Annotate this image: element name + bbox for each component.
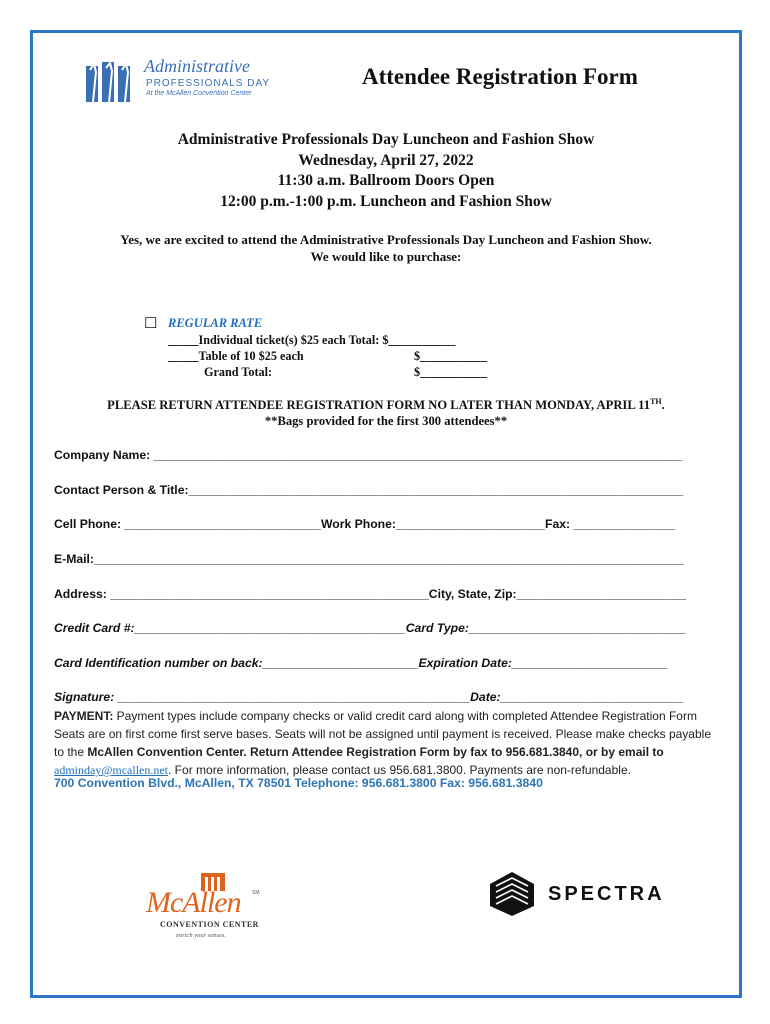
mcallen-wordmark: McAllen — [146, 886, 241, 919]
regular-rate-checkbox[interactable]: ☐ — [144, 316, 158, 332]
payment-label: PAYMENT: — [54, 709, 114, 723]
table-total[interactable]: $___________ — [414, 349, 488, 363]
event-time: 12:00 p.m.-1:00 p.m. Luncheon and Fashion Show — [220, 192, 552, 210]
regular-rate-label: REGULAR RATE — [168, 316, 263, 330]
logo-title: Administrative — [144, 56, 250, 76]
payment-bold-text: McAllen Convention Center. Return Attendee Registration Form by fax to 956.681.3840, or by email to — [87, 745, 664, 759]
individual-ticket-line[interactable]: _____Individual ticket(s) $25 each Total: $___________ — [168, 333, 456, 347]
email-link[interactable]: adminday@mcallen.net — [54, 763, 169, 777]
payment-text-2: . For more information, please contact us 956.681.3800. Payments are non-refundable. — [168, 763, 631, 777]
card-id-field[interactable]: Card Identification number on back:_______________________Expiration Date:_______________________ — [54, 656, 668, 670]
deadline-notice — [30, 397, 742, 413]
spectra-logo — [486, 870, 686, 920]
logo-tagline: At the McAllen Convention Center — [146, 90, 252, 97]
form-title: Attendee Registration Form — [362, 64, 638, 89]
administrative-professionals-logo — [82, 56, 271, 106]
event-doors: 11:30 a.m. Ballroom Doors Open — [277, 172, 495, 189]
intro-line-2: We would like to purchase: — [310, 249, 462, 264]
event-info — [30, 130, 742, 212]
intro-text — [30, 231, 742, 265]
mcallen-service-mark: SM — [252, 890, 260, 896]
bags-note: **Bags provided for the first 300 attendees** — [264, 414, 508, 428]
grand-total-value[interactable]: $___________ — [414, 365, 488, 379]
mcallen-logo — [140, 870, 290, 945]
payment-text-1: Payment types include company checks or valid credit card along with completed Attendee Registration Form Seats are on first come first serve bases. Seats will not be assigned until payment is received. Please make checks payable to the — [54, 709, 711, 759]
logo-subtitle: PROFESSIONALS DAY — [146, 78, 271, 89]
spectra-wordmark: SPECTRA — [548, 883, 665, 905]
contact-person-field[interactable]: Contact Person & Title:_________________________________________________________________________ — [54, 483, 684, 497]
payment-paragraph — [54, 707, 716, 779]
email-field[interactable]: E-Mail:_______________________________________________________________________________________ — [54, 552, 684, 566]
grand-total-label: Grand Total: — [204, 365, 273, 379]
intro-line-1: Yes, we are excited to attend the Administrative Professionals Day Luncheon and Fashion Show. — [120, 232, 652, 247]
deadline-end: . — [661, 398, 665, 413]
event-date: Wednesday, April 27, 2022 — [298, 151, 474, 169]
company-name-field[interactable]: Company Name: ______________________________________________________________________________ — [54, 448, 683, 462]
spectra-cube-icon — [486, 870, 538, 918]
table-label[interactable]: _____Table of 10 $25 each — [168, 349, 304, 363]
credit-card-field[interactable]: Credit Card #:________________________________________Card Type:________________________________ — [54, 621, 686, 635]
deadline-text: PLEASE RETURN ATTENDEE REGISTRATION FORM NO LATER THAN MONDAY, APRIL 11 — [107, 398, 651, 413]
event-name: Administrative Professionals Day Luncheon and Fashion Show — [177, 131, 595, 148]
contact-address: 700 Convention Blvd., McAllen, TX 78501 Telephone: 956.681.3800 Fax: 956.681.3840 — [54, 776, 543, 790]
address-field[interactable]: Address: _______________________________________________City, State, Zip:_________________________ — [54, 587, 687, 601]
figures-logo-icon — [82, 60, 148, 104]
signature-field[interactable]: Signature: ____________________________________________________Date:___________________________ — [54, 690, 684, 704]
deadline-suffix: TH — [650, 397, 662, 406]
convention-center-label: CONVENTION CENTER — [160, 920, 259, 929]
mcallen-tagline: enrich your senses. — [176, 932, 227, 939]
phone-fields[interactable]: Cell Phone: _____________________________Work Phone:______________________Fax: _______________ — [54, 517, 676, 531]
